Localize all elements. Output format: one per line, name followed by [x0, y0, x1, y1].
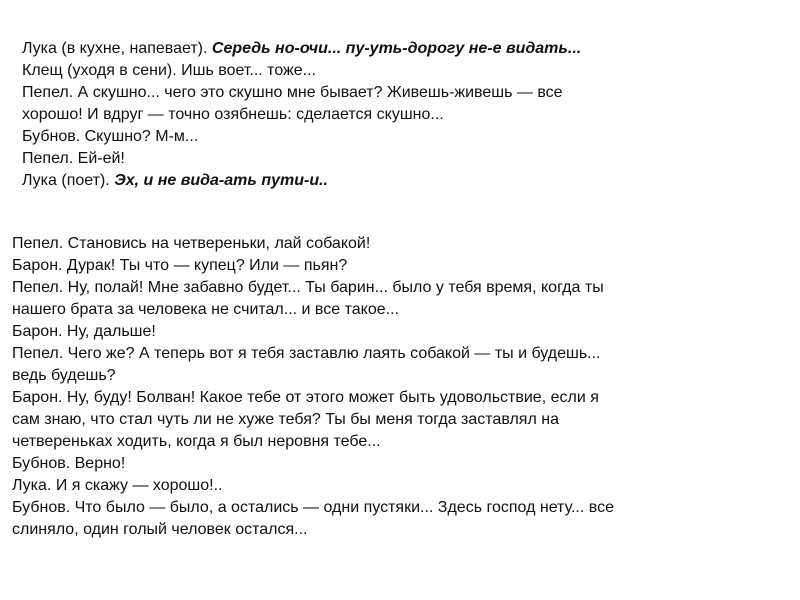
text-line: нашего брата за человека не считал... и все такое...: [12, 301, 399, 318]
text-line: [22, 38, 742, 60]
text-line: Барон. Ну, дальше!: [12, 323, 156, 340]
text-line: [22, 170, 742, 192]
text-line: Лука. И я скажу — хорошо!..: [12, 477, 223, 494]
sung-lyric: Середь но-очи... пу-уть-дорогу не-е видать...: [211, 40, 582, 57]
text-line: Пепел. А скушно... чего это скушно мне бывает? Живешь-живешь — все: [22, 84, 563, 101]
text-line: слиняло, один голый человек остался...: [12, 521, 308, 538]
text-line: Пепел. Чего же? А теперь вот я тебя заставлю лаять собакой — ты и будешь...: [12, 345, 601, 362]
text-line: Пепел. Становись на четвереньки, лай собакой!: [12, 235, 371, 252]
dialogue-excerpt-1: [22, 38, 742, 192]
text-line: Барон. Дурак! Ты что — купец? Или — пьян?: [12, 257, 348, 274]
dialogue-excerpt-2: [12, 233, 782, 541]
text-line: Пепел. Ей-ей!: [22, 150, 125, 167]
text-line: Пепел. Ну, полай! Мне забавно будет... Ты барин... было у тебя время, когда ты: [12, 279, 604, 296]
text-line: Клещ (уходя в сени). Ишь воет... тоже...: [22, 62, 316, 79]
stage-direction: Лука (в кухне, напевает).: [22, 40, 212, 57]
text-line: Барон. Ну, буду! Болван! Какое тебе от этого может быть удовольствие, если я: [12, 389, 599, 406]
text-line: ведь будешь?: [12, 367, 116, 384]
text-line: хорошо! И вдруг — точно озябнешь: сделается скушно...: [22, 106, 444, 123]
stage-direction: Лука (поет).: [22, 172, 115, 189]
text-line: Бубнов. Что было — было, а остались — одни пустяки... Здесь господ нету... все: [12, 499, 614, 516]
text-line: сам знаю, что стал чуть ли не хуже тебя? Ты бы меня тогда заставлял на: [12, 411, 559, 428]
text-line: четвереньках ходить, когда я был неровня тебе...: [12, 433, 381, 450]
sung-lyric: Эх, и не вида-ать пути-и..: [114, 172, 328, 189]
text-line: Бубнов. Верно!: [12, 455, 126, 472]
text-line: Бубнов. Скушно? М-м...: [22, 128, 199, 145]
